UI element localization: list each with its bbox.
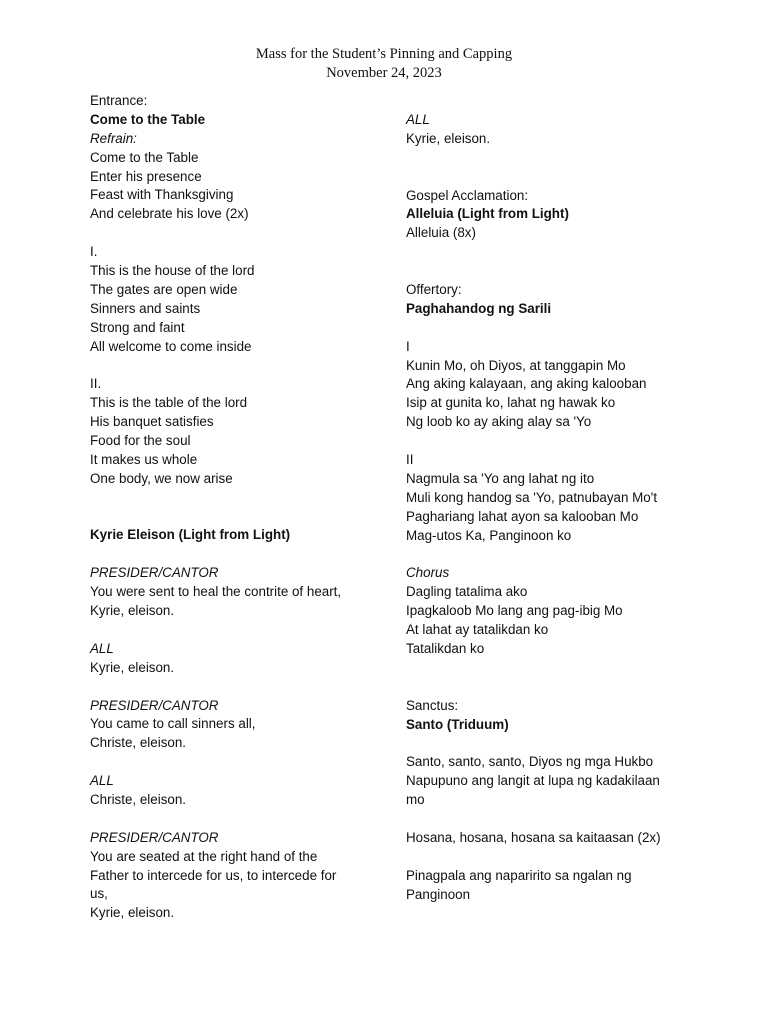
lyric-line: You were sent to heal the contrite of heart, [90,584,342,600]
lyric-line: Sinners and saints [90,300,201,316]
blank-line [90,489,390,508]
lyric-line: Father to intercede for us, to intercede for [90,867,337,883]
lyric-line: You came to call sinners all, [90,716,256,732]
role-label: PRESIDER/CANTOR [90,829,219,845]
blank-line [406,545,706,564]
lyric-line: And celebrate his love (2x) [90,206,249,222]
lyric-line: Mag-utos Ka, Panginoon ko [406,527,572,543]
blank-line [90,678,390,697]
lyric-line: mo [406,792,425,808]
section-title: Come to the Table [90,111,206,127]
lyric-line: Offertory: [406,282,462,298]
section-title: Alleluia (Light from Light) [406,206,569,222]
blank-line [406,678,706,697]
blank-line [90,621,390,640]
blank-line [90,753,390,772]
lyric-line: All welcome to come inside [90,338,252,354]
lyric-line: At lahat ay tatalikdan ko [406,622,549,638]
lyric-line: us, [90,886,108,902]
lyric-line: Tatalikdan ko [406,640,485,656]
role-label: PRESIDER/CANTOR [90,565,219,581]
section-title: Kyrie Eleison (Light from Light) [90,527,291,543]
lyric-line: Alleluia (8x) [406,225,476,241]
lyric-line: Food for the soul [90,433,191,449]
lyric-line: Kyrie, eleison. [90,603,175,619]
blank-line [406,659,706,678]
blank-line [90,810,390,829]
lyric-line: Isip at gunita ko, lahat ng hawak ko [406,395,616,411]
lyric-line: Christe, eleison. [90,791,187,807]
lyric-line: Dagling tatalima ako [406,584,528,600]
lyric-line: Christe, eleison. [90,735,187,751]
blank-line [406,149,706,168]
blank-line [90,545,390,564]
lyric-line: You are seated at the right hand of the [90,848,318,864]
lyric-line: Santo, santo, santo, Diyos ng mga Hukbo [406,754,654,770]
section-title: Santo (Triduum) [406,716,509,732]
lyric-line: This is the house of the lord [90,263,255,279]
lyric-line: This is the table of the lord [90,395,248,411]
document-title: Mass for the Student’s Pinning and Capping [255,46,513,62]
lyric-line: I. [90,244,98,260]
lyric-line: Panginoon [406,886,471,902]
role-label: Chorus [406,565,450,581]
lyric-line: Ipagkaloob Mo lang ang pag-ibig Mo [406,603,623,619]
section-title: Paghahandog ng Sarili [406,300,552,316]
lyric-line: Paghariang lahat ayon sa kalooban Mo [406,508,639,524]
lyric-line: It makes us whole [90,451,198,467]
role-label: PRESIDER/CANTOR [90,697,219,713]
blank-line [406,734,706,753]
lyric-line: Napupuno ang langit at lupa ng kadakilaan [406,773,660,789]
lyric-line: Nagmula sa 'Yo ang lahat ng ito [406,470,595,486]
blank-line [406,848,706,867]
blank-line [90,224,390,243]
lyric-line: Ng loob ko ay aking alay sa 'Yo [406,414,592,430]
role-label: Refrain: [90,130,137,146]
lyric-line: Hosana, hosana, hosana sa kaitaasan (2x) [406,829,661,845]
lyric-line: Kyrie, eleison. [90,905,175,921]
lyric-line: Gospel Acclamation: [406,187,529,203]
blank-line [406,319,706,338]
lyric-line: Kunin Mo, oh Diyos, at tanggapin Mo [406,357,626,373]
lyric-line: II. [90,376,102,392]
lyric-line: Strong and faint [90,319,185,335]
lyric-line: The gates are open wide [90,281,238,297]
left-column [90,92,390,923]
lyric-line: Kyrie, eleison. [90,659,175,675]
lyric-line: Muli kong handog sa 'Yo, patnubayan Mo't [406,489,658,505]
lyric-line: Kyrie, eleison. [406,130,491,146]
lyric-line: Pinagpala ang naparirito sa ngalan ng [406,867,632,883]
document-date: November 24, 2023 [326,65,442,81]
role-label: ALL [406,112,430,127]
blank-line [90,356,390,375]
blank-line [406,243,706,262]
lyric-line: II [406,452,414,468]
lyric-line: Feast with Thanksgiving [90,187,234,203]
lyric-line: His banquet satisfies [90,414,214,430]
role-label: ALL [90,640,114,656]
blank-line [406,262,706,281]
lyric-line: Entrance: [90,93,148,108]
blank-line [406,810,706,829]
lyric-line: I [406,338,410,354]
blank-line [406,432,706,451]
lyric-line: Ang aking kalayaan, ang aking kalooban [406,376,647,392]
lyric-line: Enter his presence [90,168,202,184]
role-label: ALL [90,773,114,789]
lyric-line: Come to the Table [90,149,199,165]
blank-line [406,168,706,187]
blank-line [90,508,390,527]
lyric-line: One body, we now arise [90,470,233,486]
lyric-line: Sanctus: [406,697,459,713]
document-header [0,45,768,83]
right-column [406,111,706,904]
